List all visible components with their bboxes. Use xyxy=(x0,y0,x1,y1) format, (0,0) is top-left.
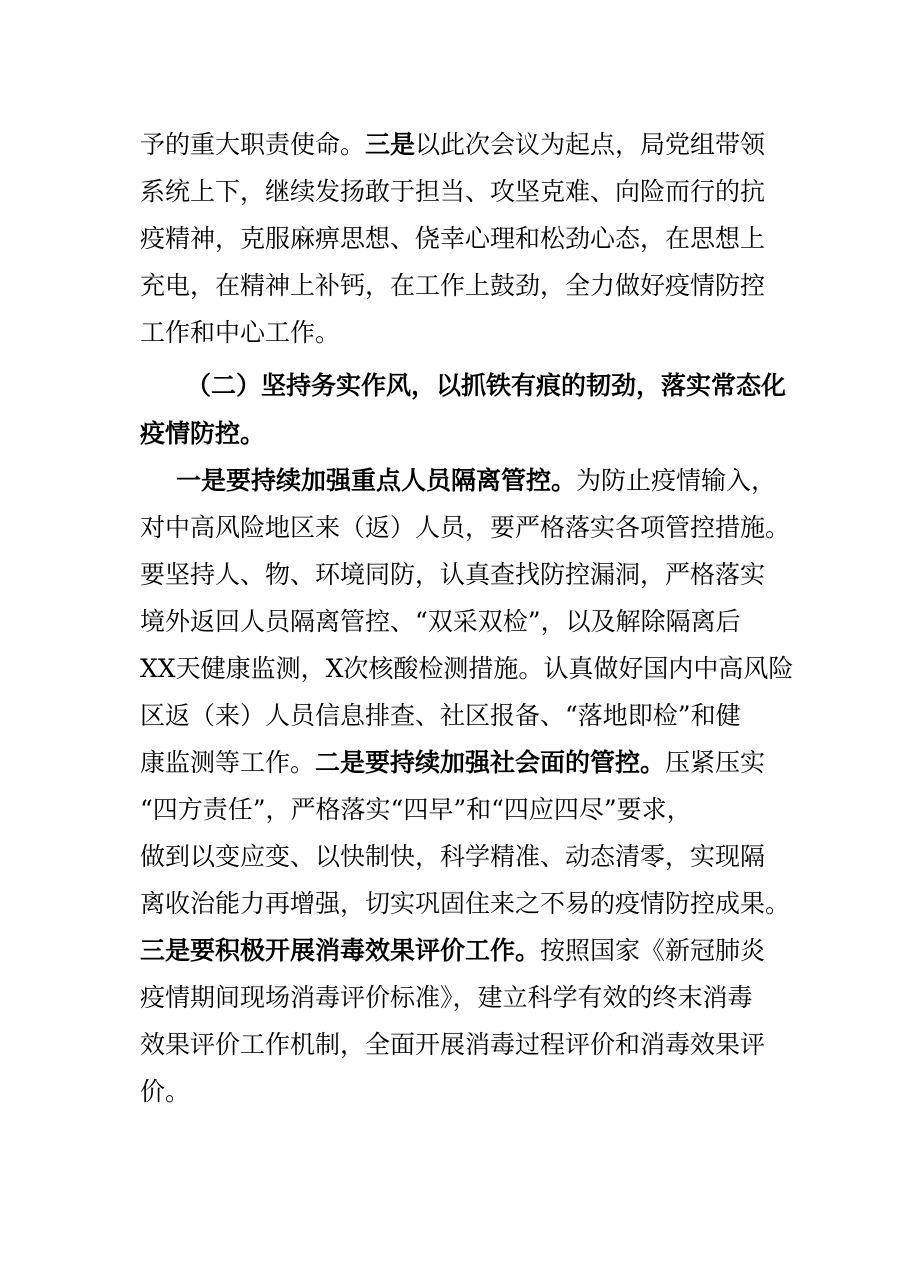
text-line: 疫情期间现场消毒评价标准》，建立科学有效的终末消毒 xyxy=(140,983,753,1012)
text-line xyxy=(140,935,765,967)
text-line: 充电，在精神上补钙，在工作上鼓劲，全力做好疫情防控 xyxy=(140,271,766,300)
bold-run: 三是 xyxy=(365,130,416,159)
text-line: XX天健康监测，X次核酸检测措施。认真做好国内中高风险 xyxy=(140,654,794,683)
text-line xyxy=(176,465,776,497)
text-line xyxy=(140,747,765,779)
text-run: 压紧压实 xyxy=(665,748,766,777)
text-run: 康监测等工作。 xyxy=(140,748,316,777)
text-line: 对中高风险地区来（返）人员，要严格落实各项管控措施。 xyxy=(140,513,791,542)
text-run: 予的重大职责使命。 xyxy=(140,130,366,159)
text-run: 为防止疫情输入， xyxy=(576,466,777,495)
section-heading: 疫情防控。 xyxy=(140,419,266,448)
text-line: 系统上下，继续发扬敢于担当、攻坚克难、向险而行的抗 xyxy=(140,177,766,206)
text-line: 境外返回人员隔离管控、“双采双检”，以及解除隔离后 xyxy=(140,607,741,636)
text-line: 做到以变应变、以快制快，科学精准、动态清零，实现隔 xyxy=(140,842,766,871)
text-line xyxy=(140,129,765,161)
text-line: 效果评价工作机制，全面开展消毒过程评价和消毒效果评 xyxy=(140,1030,766,1059)
text-line: 价。 xyxy=(140,1077,191,1106)
text-line: 要坚持人、物、环境同防，认真查找防控漏洞，严格落实 xyxy=(140,560,766,589)
text-line: 离收治能力再增强，切实巩固住来之不易的疫情防控成果。 xyxy=(140,889,791,918)
bold-run: 一是要持续加强重点人员隔离管控。 xyxy=(176,466,577,495)
section-heading: （二）坚持务实作风，以抓铁有痕的韧劲，落实常态化 xyxy=(186,371,787,400)
text-line: “四方责任”，严格落实“四早”和“四应四尽”要求， xyxy=(140,795,692,824)
text-line: 区返（来）人员信息排查、社区报备、“落地即检”和健 xyxy=(140,701,741,730)
text-run: 以此次会议为起点，局党组带领 xyxy=(415,130,766,159)
bold-run: 三是要积极开展消毒效果评价工作。 xyxy=(140,936,541,965)
text-run: 按照国家《新冠肺炎 xyxy=(540,936,766,965)
bold-run: 二是要持续加强社会面的管控。 xyxy=(315,748,666,777)
text-line: 工作和中心工作。 xyxy=(140,318,341,347)
text-line: 疫精神，克服麻痹思想、侥幸心理和松劲心态，在思想上 xyxy=(140,224,766,253)
